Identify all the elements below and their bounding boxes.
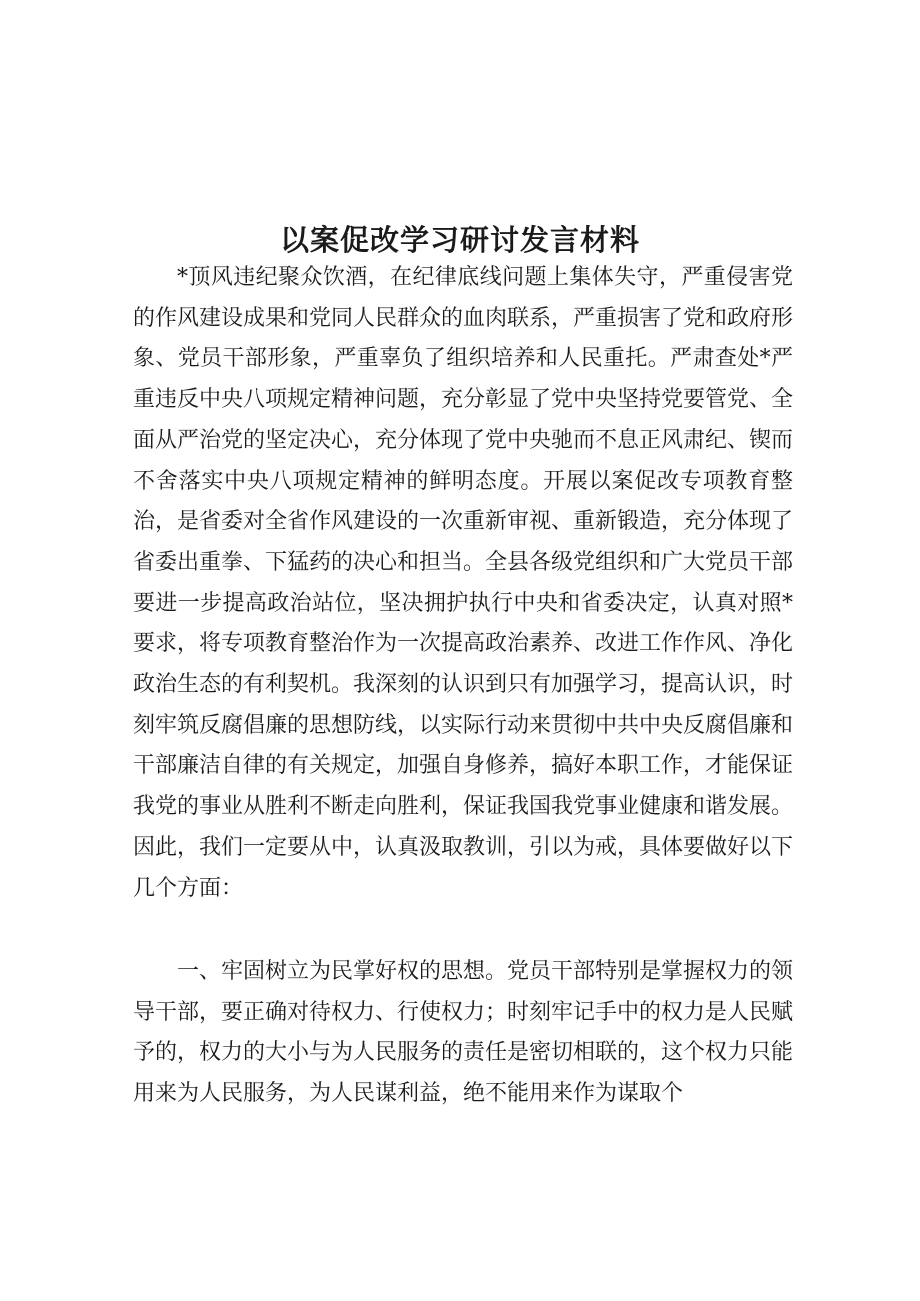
- body-paragraph-intro: *顶风违纪聚众饮酒，在纪律底线问题上集体失守，严重侵害党的作风建设成果和党同人民群众的血肉联系，严重损害了党和政府形象、党员干部形象，严重辜负了组织培养和人民重托。严肃查处*严重违反中央八项规定精神问题，充分彰显了党中央坚持党要管党、全面从严治党的坚定决心，充分体现了党中央驰而不息正风肃纪、锲而不舍落实中央八项规定精神的鲜明态度。开展以案促改专项教育整治，是省委对全省作风建设的一次重新审视、重新锻造，充分体现了省委出重拳、下猛药的决心和担当。全县各级党组织和广大党员干部要进一步提高政治站位，坚决拥护执行中央和省委决定，认真对照*要求，将专项教育整治作为一次提高政治素养、改进工作作风、净化政治生态的有利契机。我深刻的认识到只有加强学习，提高认识，时刻牢筑反腐倡廉的思想防线，以实际行动来贯彻中共中央反腐倡廉和干部廉洁自律的有关规定，加强自身修养，搞好本职工作，才能保证我党的事业从胜利不断走向胜利，保证我国我党事业健康和谐发展。因此，我们一定要从中，认真汲取教训，引以为戒，具体要做好以下几个方面：: [133, 265, 794, 901]
- body-paragraph-section-one: 一、牢固树立为民掌好权的思想。党员干部特别是掌握权力的领导干部，要正确对待权力、行使权力；时刻牢记手中的权力是人民赋予的，权力的大小与为人民服务的责任是密切相联的，这个权力只能用来为人民服务，为人民谋利益，绝不能用来作为谋取个: [133, 959, 794, 1107]
- document-title: 以案促改学习研讨发言材料: [279, 223, 640, 257]
